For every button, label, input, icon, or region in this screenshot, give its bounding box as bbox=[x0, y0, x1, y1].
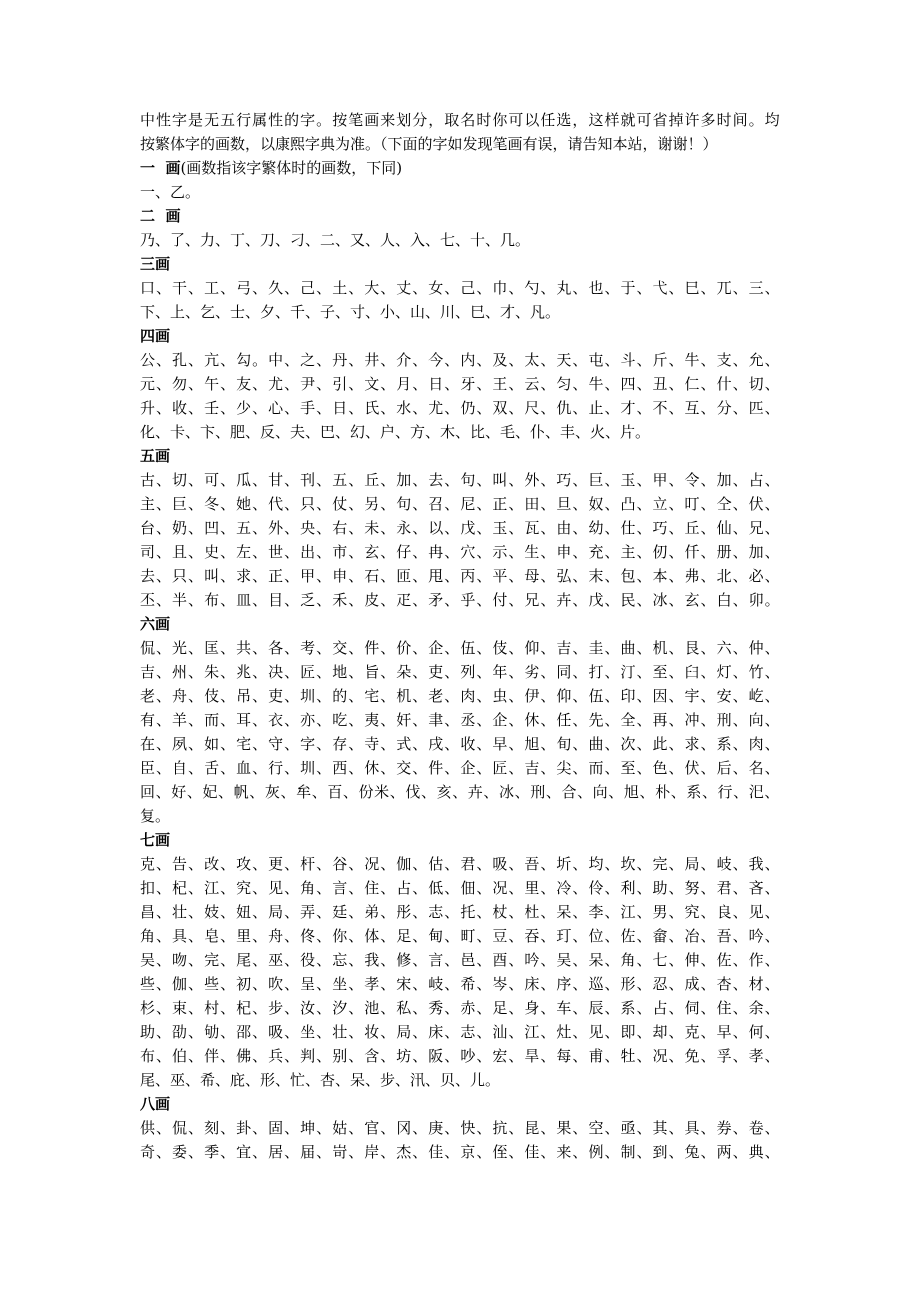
section-heading bbox=[140, 204, 780, 228]
section-heading bbox=[140, 828, 780, 852]
character-line: 回 、 好 、 妃 、 帆 、 灰 、 牟 、 百 、 份 米 、 伐 、 亥 、 卉 、 冰 、 刑 、 合 、 向 、 旭 、 朴 、 系 、 行 、 汜 、 bbox=[140, 783, 780, 801]
character-line: 元 、 勿 、 午 、 友 、 尤 、 尹 、 引 、 文 、 月 、 日 、 牙 、 王 、 云 、 匀 、 牛 、 四 、 丑 、 仁 、 什 、 切 、 bbox=[140, 375, 780, 393]
character-line: 扣 、 杞 、 江 、 究 、 见 、 角 、 言 、 住 、 占 、 低 、 佃 、 况 、 里 、 冷 、 伶 、 利 、 助 、 努 、 君 、 吝 、 bbox=[140, 879, 780, 897]
character-line: 奇 、 委 、 季 、 宜 、 居 、 届 、 岢 、 岸 、 杰 、 佳 、 京 、 侄 、 佳 、 来 、 例 、 制 、 到 、 兔 、 两 、 典 、 bbox=[140, 1143, 780, 1161]
character-line: 古 、 切 、 可 、 瓜 、 甘 、 刊 、 五 、 丘 、 加 、 去 、 句 、 叫 、 外 、 巧 、 巨 、 玉 、 甲 、 令 、 加 、 占 、 bbox=[140, 471, 780, 489]
character-line: 口 、 干 、 工 、 弓 、 久 、 己 、 土 、 大 、 丈 、 女 、 己 、 巾 、 勺 、 丸 、 也 、 于 、 弋 、 巳 、 兀 、 三 、 bbox=[140, 279, 780, 297]
section-heading-title: 五画 bbox=[140, 447, 171, 465]
section-heading-title: 八画 bbox=[140, 1095, 171, 1113]
character-line: 克 、 告 、 改 、 攻 、 更 、 杆 、 谷 、 况 、 伽 、 估 、 君 、 吸 、 吾 、 圻 、 均 、 坎 、 完 、 局 、 岐 、 我 、 bbox=[140, 855, 780, 873]
character-line: 台 、 奶 、 凹 、 五 、 外 、 央 、 右 、 未 、 永 、 以 、 戊 、 玉 、 瓦 、 由 、 幼 、 仕 、 巧 、 丘 、 仙 、 兄 、 bbox=[140, 519, 780, 537]
character-line: 升 、 收 、 壬 、 少 、 心 、 手 、 日 、 氏 、 水 、 尤 、 仍 、 双 、 尺 、 仇 、 止 、 才 、 不 、 互 、 分 、 匹 、 bbox=[140, 399, 780, 417]
character-line: 尾、巫、希、庇、形、忙、杏、呆、步、汛、贝、儿。 bbox=[140, 1071, 501, 1089]
character-line: 昌 、 壮 、 妓 、 妞 、 局 、 弄 、 廷 、 弟 、 彤 、 志 、 托 、 杖 、 杜 、 呆 、 李 、 江 、 男 、 究 、 良 、 见 、 bbox=[140, 903, 780, 921]
character-line: 供 、 侃 、 刻 、 卦 、 固 、 坤 、 姑 、 官 、 冈 、 庚 、 快 、 抗 、 昆 、 果 、 空 、 亟 、 其 、 具 、 券 、 卷 、 bbox=[140, 1119, 780, 1137]
character-line: 吴 、 吻 、 完 、 尾 、 巫 、 役 、 忘 、 我 、 修 、 言 、 邑 、 酉 、 吟 、 吴 、 呆 、 角 、 七 、 伸 、 佐 、 作 、 bbox=[140, 951, 780, 969]
section-heading bbox=[140, 252, 780, 276]
section-heading bbox=[140, 444, 780, 468]
character-line: 杉 、 束 、 村 、 杞 、 步 、 汝 、 汐 、 池 、 私 、 秀 、 赤 、 足 、 身 、 车 、 辰 、 系 、 占 、 伺 、 住 、 余 、 bbox=[140, 999, 780, 1017]
section-heading bbox=[140, 1092, 780, 1116]
character-line: 臣 、 自 、 舌 、 血 、 行 、 圳 、 西 、 休 、 交 、 件 、 企 、 匠 、 吉 、 尖 、 而 、 至 、 色 、 伏 、 后 、 名 、 bbox=[140, 759, 780, 777]
character-line: 有 、 羊 、 而 、 耳 、 衣 、 亦 、 吃 、 夷 、 奸 、 聿 、 丞 、 企 、 休 、 任 、 先 、 全 、 再 、 冲 、 刑 、 向 、 bbox=[140, 711, 780, 729]
character-line: 乃、了、力、丁、刀、刁、二、又、人、入、七、十、几。 bbox=[140, 231, 531, 249]
section-heading-title: 三画 bbox=[140, 255, 171, 273]
document-page bbox=[140, 108, 780, 1164]
section-heading bbox=[140, 156, 780, 180]
character-line: 一、乙。 bbox=[140, 183, 201, 201]
character-line: 些 、 伽 、 些 、 初 、 吹 、 呈 、 坐 、 孝 、 宋 、 岐 、 希 、 岑 、 床 、 序 、 巡 、 形 、 忍 、 成 、 杏 、 材 、 bbox=[140, 975, 780, 993]
character-line: 化、卡、卞、肥、反、夫、巴、幻、户、方、木、比、毛、仆、丰、火、片。 bbox=[140, 423, 651, 441]
character-line: 公 、 孔 、 亢 、 勾 。 中 、 之 、 丹 、 井 、 介 、 今 、 内 、 及 、 太 、 天 、 屯 、 斗 、 斤 、 牛 、 支 、 允 、 bbox=[140, 351, 780, 369]
character-line: 去 、 只 、 叫 、 求 、 正 、 甲 、 申 、 石 、 匝 、 甩 、 丙 、 平 、 母 、 弘 、 末 、 包 、 本 、 弗 、 北 、 必 、 bbox=[140, 567, 780, 585]
character-line: 布 、 伯 、 伴 、 佛 、 兵 、 判 、 别 、 含 、 坊 、 阪 、 吵 、 宏 、 旱 、 每 、 甫 、 牡 、 况 、 免 、 孚 、 孝 、 bbox=[140, 1047, 780, 1065]
section-heading-title: 一 画 bbox=[140, 159, 181, 177]
character-line: 助 、 劭 、 劬 、 邵 、 吸 、 坐 、 壮 、 妆 、 局 、 床 、 志 、 汕 、 江 、 灶 、 见 、 即 、 却 、 克 、 早 、 何 、 bbox=[140, 1023, 780, 1041]
intro-line: 按繁体字的画数，以康熙字典为准。（下面的字如发现笔画有误，请告知本站，谢谢！） bbox=[140, 135, 718, 153]
character-line: 老 、 舟 、 伎 、 吊 、 吏 、 圳 、 的 、 宅 、 机 、 老 、 肉 、 虫 、 伊 、 仰 、 伍 、 印 、 因 、 宇 、 安 、 屹 、 bbox=[140, 687, 780, 705]
character-line: 吉 、 州 、 朱 、 兆 、 决 、 匠 、 地 、 旨 、 朵 、 吏 、 列 、 年 、 劣 、 同 、 打 、 汀 、 至 、 臼 、 灯 、 竹 、 bbox=[140, 663, 780, 681]
character-line: 主 、 巨 、 冬 、 她 、 代 、 只 、 仗 、 另 、 句 、 召 、 尼 、 正 、 田 、 旦 、 奴 、 凸 、 立 、 叮 、 仝 、 伏 、 bbox=[140, 495, 780, 513]
section-heading bbox=[140, 324, 780, 348]
character-line: 下、上、乞、士、夕、千、子、寸、小、山、川、巳、才、凡。 bbox=[140, 303, 561, 321]
intro-line: 中 性 字 是 无 五 行 属 性 的 字 。 按 笔 画 来 划 分 ， 取 名 时 你 可 以 任 选 ， 这 样 就 可 省 掉 许 多 时 间 。 均 bbox=[140, 111, 780, 129]
section-heading bbox=[140, 612, 780, 636]
section-heading-note: (画数指该字繁体时的画数，下同) bbox=[180, 159, 403, 177]
character-line: 丕 、 半 、 布 、 皿 、 目 、 乏 、 禾 、 皮 、 疋 、 矛 、 乎 、 付 、 兄 、 卉 、 戊 、 民 、 冰 、 玄 、 白 、 卯 。 bbox=[140, 591, 780, 609]
section-heading-title: 四画 bbox=[140, 327, 171, 345]
character-line: 角 、 具 、 皂 、 里 、 舟 、 佟 、 你 、 体 、 足 、 甸 、 町 、 豆 、 吞 、 玎 、 位 、 佐 、 畲 、 冶 、 吾 、 吟 、 bbox=[140, 927, 780, 945]
character-line: 侃 、 光 、 匡 、 共 、 各 、 考 、 交 、 件 、 价 、 企 、 伍 、 伎 、 仰 、 吉 、 圭 、 曲 、 机 、 艮 、 六 、 仲 、 bbox=[140, 639, 780, 657]
character-line: 复。 bbox=[140, 807, 171, 825]
character-line: 在 、 夙 、 如 、 宅 、 守 、 字 、 存 、 寺 、 式 、 戌 、 收 、 早 、 旭 、 旬 、 曲 、 次 、 此 、 求 、 系 、 肉 、 bbox=[140, 735, 780, 753]
section-heading-title: 二 画 bbox=[140, 207, 181, 225]
section-heading-title: 七画 bbox=[140, 831, 171, 849]
character-line: 司 、 且 、 史 、 左 、 世 、 出 、 市 、 玄 、 仔 、 冉 、 穴 、 示 、 生 、 申 、 充 、 主 、 仞 、 仟 、 册 、 加 、 bbox=[140, 543, 780, 561]
section-heading-title: 六画 bbox=[140, 615, 171, 633]
